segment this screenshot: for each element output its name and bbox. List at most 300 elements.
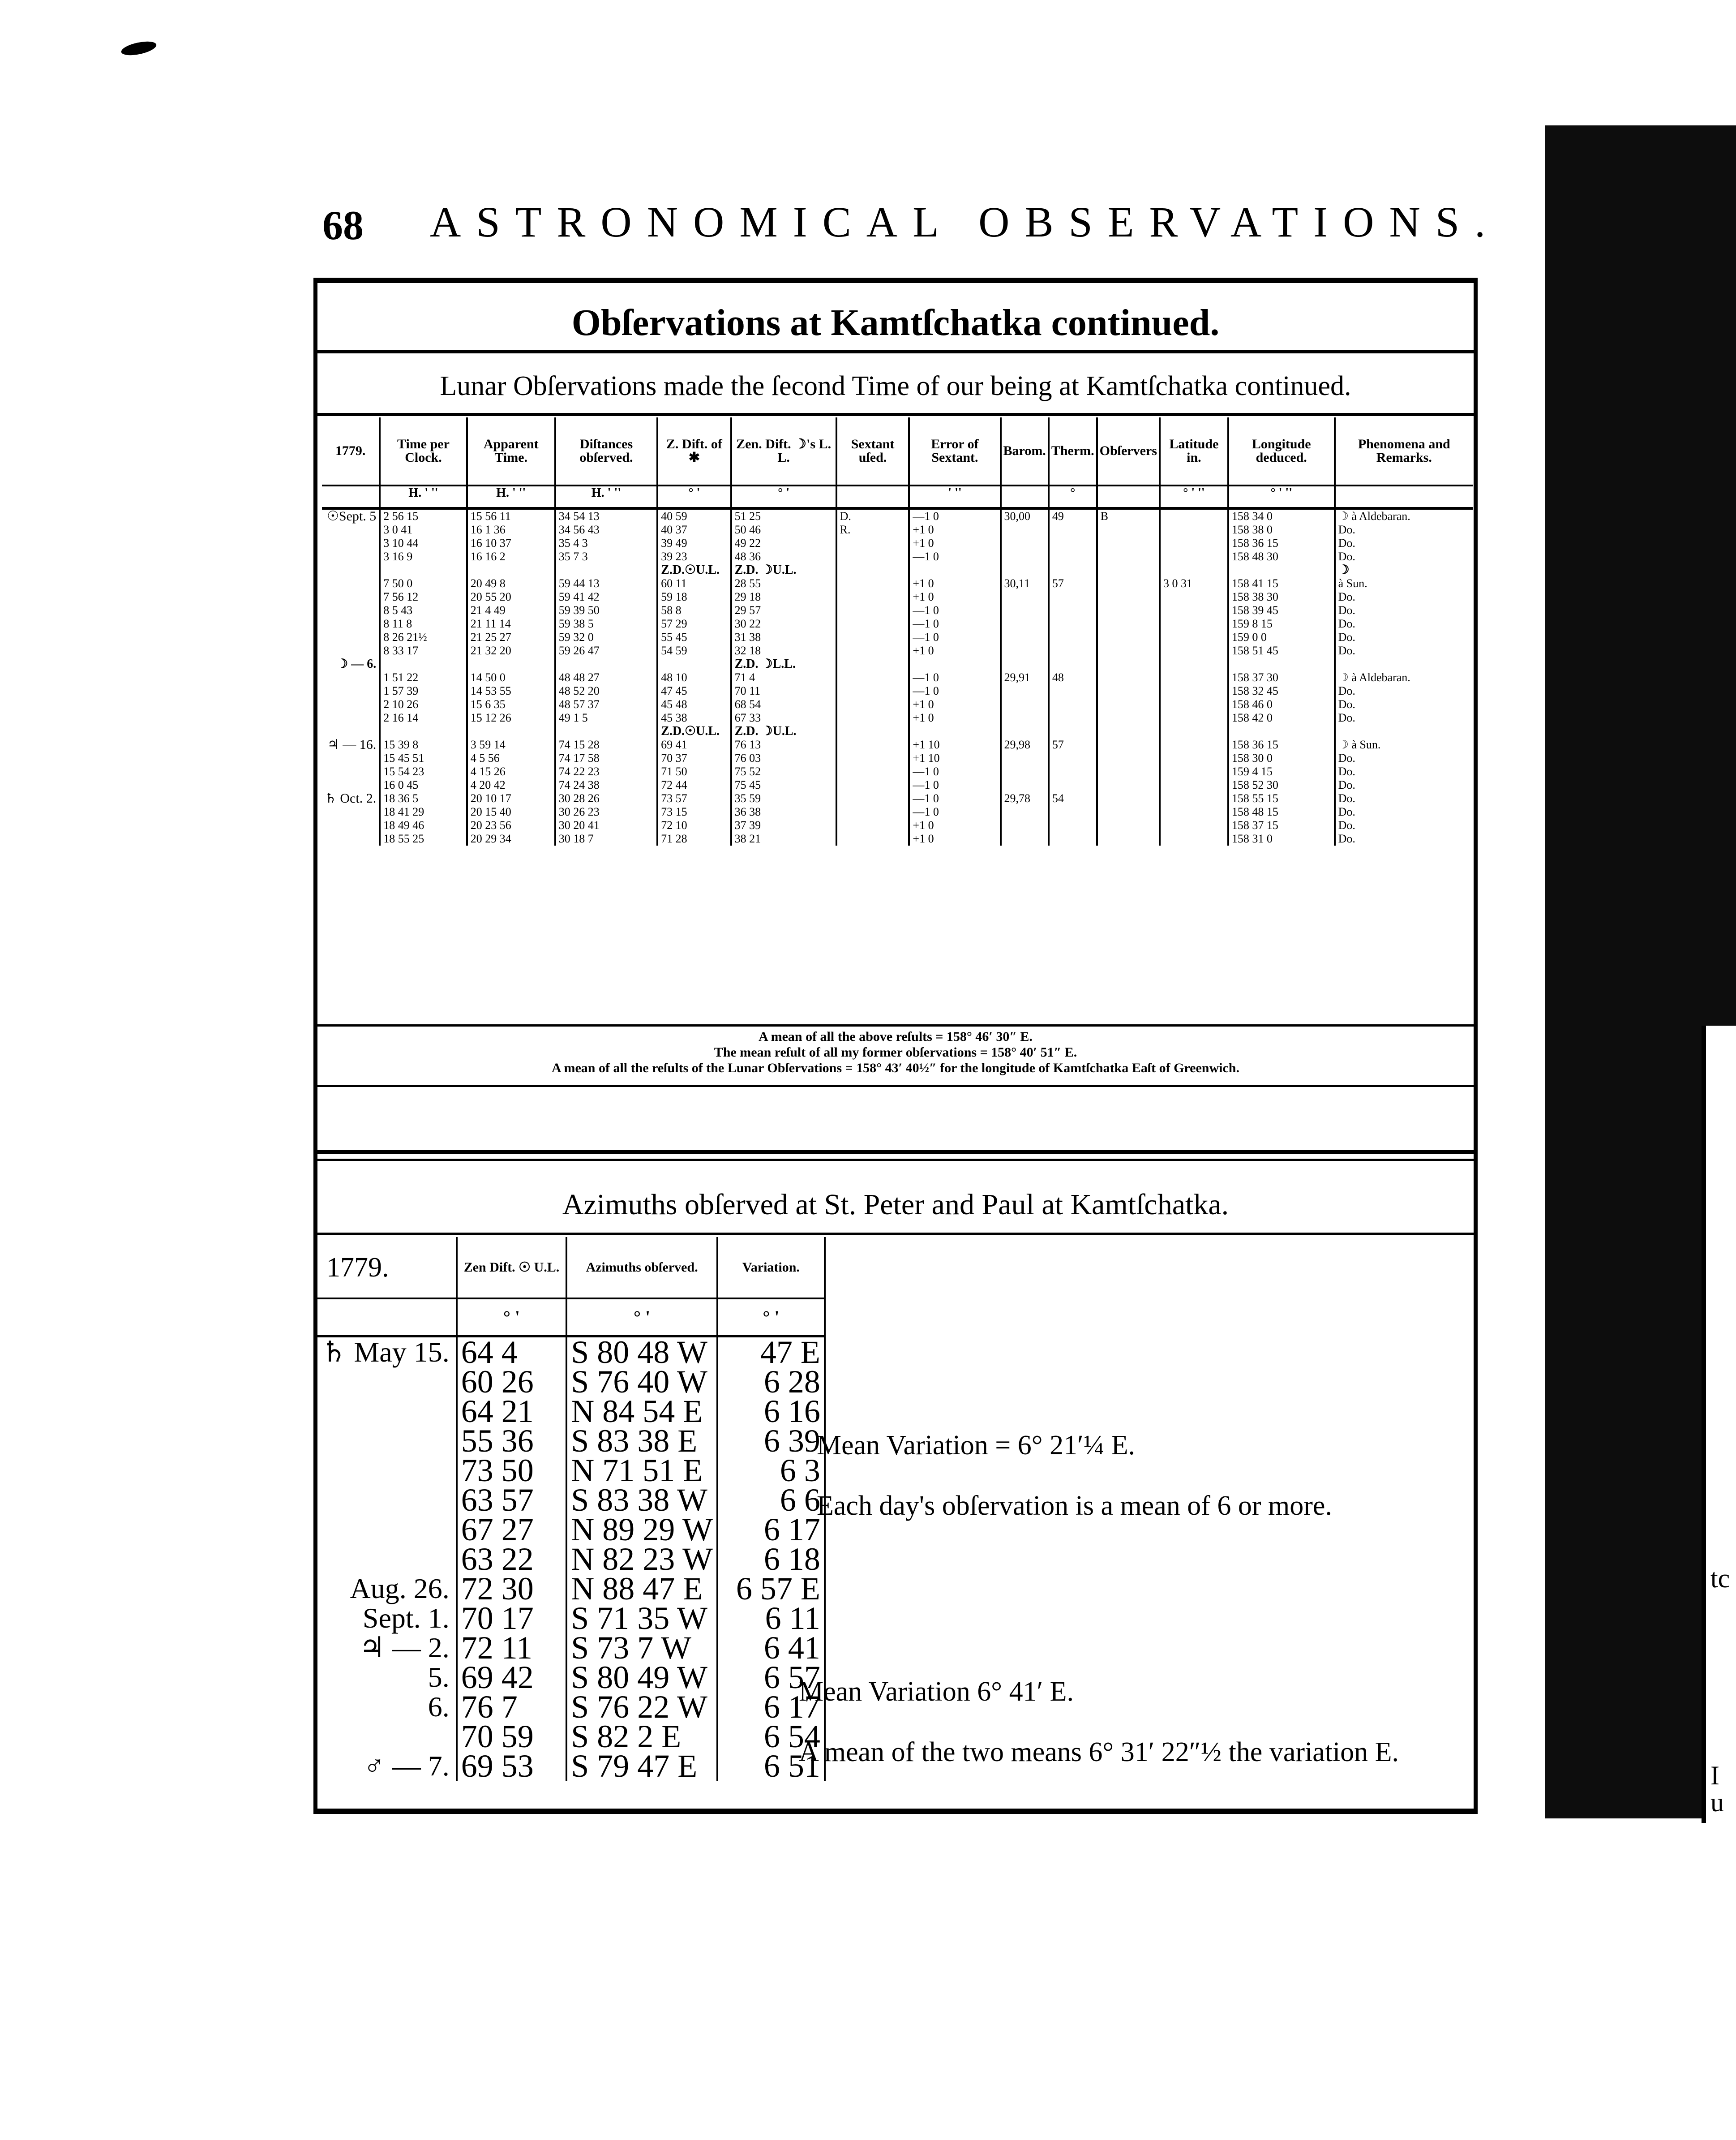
- azimuth-column-header: Zen Dift. ☉ U.L.: [457, 1237, 567, 1298]
- table-cell: 3 59 14: [467, 738, 555, 752]
- rule: [317, 1085, 1474, 1087]
- table-cell: —1 0: [909, 508, 1000, 523]
- table-cell: 54 59: [657, 644, 731, 657]
- table-cell: —1 0: [909, 604, 1000, 617]
- table-cell: 2 56 15: [380, 508, 467, 523]
- table-cell: 48 36: [731, 550, 836, 563]
- table-cell: [322, 725, 380, 738]
- table-cell: 74 17 58: [555, 752, 657, 765]
- table-cell: [1097, 819, 1160, 832]
- table-cell: —1 0: [909, 671, 1000, 684]
- table-cell: 69 42: [457, 1663, 567, 1692]
- table-cell: 67 27: [457, 1515, 567, 1544]
- table-cell: [467, 657, 555, 671]
- table-cell: [1097, 590, 1160, 604]
- rule: [317, 1233, 1474, 1235]
- table-row: [322, 550, 1473, 563]
- table-cell: [1001, 684, 1049, 698]
- azimuth-column-header: 1779.: [326, 1252, 389, 1283]
- table-cell: ☽ à Sun.: [1335, 738, 1473, 752]
- azimuth-title: Azimuths obſerved at St. Peter and Paul at Kamtſchatka.: [562, 1188, 1229, 1221]
- lunar-column-header: Zen. Dift. ☽'s L. L.: [731, 417, 836, 486]
- units-row: [317, 1298, 825, 1336]
- table-cell: [1001, 698, 1049, 711]
- unit-cell: °: [1049, 486, 1097, 508]
- table-cell: 21 11 14: [467, 617, 555, 631]
- table-cell: 16 0 45: [380, 778, 467, 792]
- lunar-column-header: Latitude in.: [1160, 417, 1228, 486]
- table-cell: [1001, 711, 1049, 725]
- table-cell: 58 8: [657, 604, 731, 617]
- table-cell: [1160, 832, 1228, 846]
- page-number: 68: [322, 202, 364, 248]
- table-cell: 47 45: [657, 684, 731, 698]
- table-cell: [1160, 752, 1228, 765]
- table-cell: [1001, 778, 1049, 792]
- table-cell: 6 6: [717, 1485, 825, 1515]
- table-cell: 6 16: [717, 1397, 825, 1426]
- table-cell: [1049, 590, 1097, 604]
- table-cell: +1 0: [909, 644, 1000, 657]
- fragment-text-c: u: [1710, 1788, 1724, 1817]
- table-row: [322, 778, 1473, 792]
- table-cell: 28 55: [731, 577, 836, 590]
- table-cell: [836, 563, 909, 577]
- table-cell: 59 41 42: [555, 590, 657, 604]
- table-cell: Z.D. ☽U.L.: [731, 725, 836, 738]
- table-cell: Do.: [1335, 604, 1473, 617]
- table-cell: +1 0: [909, 698, 1000, 711]
- table-cell: 59 44 13: [555, 577, 657, 590]
- table-cell: 29,98: [1001, 738, 1049, 752]
- table-cell: 70 59: [457, 1722, 567, 1751]
- table-cell: [322, 523, 380, 537]
- table-row: [322, 631, 1473, 644]
- table-cell: [1097, 778, 1160, 792]
- table-cell: 6 39: [717, 1426, 825, 1456]
- table-cell: 48 48 27: [555, 671, 657, 684]
- table-cell: [1160, 684, 1228, 698]
- table-cell: 158 41 15: [1228, 577, 1335, 590]
- table-cell: 158 46 0: [1228, 698, 1335, 711]
- table-cell: [317, 1456, 457, 1485]
- table-cell: [1049, 832, 1097, 846]
- table-cell: Do.: [1335, 792, 1473, 805]
- table-cell: 47 E: [717, 1336, 825, 1367]
- table-cell: —1 0: [909, 617, 1000, 631]
- table-cell: Sept. 1.: [362, 1602, 450, 1634]
- adjacent-page-fragment: [1702, 1026, 1736, 1823]
- table-row: [322, 508, 1473, 523]
- table-cell: 76 7: [457, 1692, 567, 1722]
- table-cell: 158 34 0: [1228, 508, 1335, 523]
- table-cell: Do.: [1335, 698, 1473, 711]
- table-cell: 158 55 15: [1228, 792, 1335, 805]
- table-cell: [380, 563, 467, 577]
- table-cell: 4 20 42: [467, 778, 555, 792]
- table-cell: [1160, 711, 1228, 725]
- table-cell: Do.: [1335, 523, 1473, 537]
- table-cell: 20 23 56: [467, 819, 555, 832]
- table-cell: 158 31 0: [1228, 832, 1335, 846]
- table-cell: 158 38 0: [1228, 523, 1335, 537]
- table-cell: 59 32 0: [555, 631, 657, 644]
- table-cell: [836, 698, 909, 711]
- table-cell: Aug. 26.: [350, 1573, 450, 1604]
- table-row: [322, 738, 1473, 752]
- table-cell: 45 48: [657, 698, 731, 711]
- unit-cell: ° ': [457, 1298, 567, 1336]
- table-cell: 7 50 0: [380, 577, 467, 590]
- table-cell: [909, 657, 1000, 671]
- table-cell: [322, 604, 380, 617]
- table-cell: [1001, 631, 1049, 644]
- table-row: [322, 590, 1473, 604]
- table-cell: 70 37: [657, 752, 731, 765]
- table-cell: [836, 711, 909, 725]
- table-cell: S 71 35 W: [566, 1603, 717, 1633]
- table-row: [322, 577, 1473, 590]
- table-cell: Do.: [1335, 631, 1473, 644]
- unit-cell: [322, 486, 380, 508]
- table-row: [322, 765, 1473, 778]
- table-row: [322, 644, 1473, 657]
- table-cell: 36 38: [731, 805, 836, 819]
- table-cell: [836, 631, 909, 644]
- table-cell: 55 45: [657, 631, 731, 644]
- table-cell: [836, 792, 909, 805]
- table-cell: 158 36 15: [1228, 738, 1335, 752]
- unit-cell: ° ' '': [1160, 486, 1228, 508]
- table-cell: 40 59: [657, 508, 731, 523]
- table-cell: 39 49: [657, 537, 731, 550]
- table-cell: [380, 725, 467, 738]
- table-cell: [1049, 537, 1097, 550]
- table-cell: 31 38: [731, 631, 836, 644]
- table-cell: 159 8 15: [1228, 617, 1335, 631]
- table-cell: [1097, 725, 1160, 738]
- table-cell: 74 15 28: [555, 738, 657, 752]
- table-cell: N 84 54 E: [566, 1397, 717, 1426]
- table-cell: [1049, 711, 1097, 725]
- table-cell: 20 29 34: [467, 832, 555, 846]
- table-row: [317, 1751, 825, 1781]
- table-cell: [836, 765, 909, 778]
- table-cell: [317, 1722, 457, 1751]
- table-cell: [1001, 523, 1049, 537]
- table-cell: ☽ à Aldebaran.: [1335, 671, 1473, 684]
- table-row: [322, 792, 1473, 805]
- table-cell: —1 0: [909, 778, 1000, 792]
- table-cell: 59 39 50: [555, 604, 657, 617]
- table-cell: 38 21: [731, 832, 836, 846]
- table-cell: Do.: [1335, 644, 1473, 657]
- table-cell: 20 49 8: [467, 577, 555, 590]
- rule: [317, 1024, 1474, 1027]
- table-row: [317, 1692, 825, 1722]
- table-cell: Z.D.☉U.L.: [657, 563, 731, 577]
- table-cell: [1097, 617, 1160, 631]
- table-cell: 74 24 38: [555, 778, 657, 792]
- table-cell: [322, 577, 380, 590]
- table-cell: [1097, 752, 1160, 765]
- table-cell: [836, 657, 909, 671]
- table-cell: 34 54 13: [555, 508, 657, 523]
- table-cell: [1097, 550, 1160, 563]
- table-cell: [555, 725, 657, 738]
- table-cell: [1001, 805, 1049, 819]
- table-cell: Do.: [1335, 617, 1473, 631]
- table-cell: [1097, 577, 1160, 590]
- table-cell: [1049, 563, 1097, 577]
- table-cell: 73 57: [657, 792, 731, 805]
- table-cell: [1001, 819, 1049, 832]
- table-row: [317, 1456, 825, 1485]
- table-cell: [836, 832, 909, 846]
- table-cell: [1160, 617, 1228, 631]
- table-cell: 20 55 20: [467, 590, 555, 604]
- table-cell: [1160, 631, 1228, 644]
- table-cell: [1001, 644, 1049, 657]
- table-row: [322, 604, 1473, 617]
- table-cell: 64 4: [457, 1336, 567, 1367]
- table-row: [322, 698, 1473, 711]
- table-cell: [1160, 644, 1228, 657]
- lunar-column-header: Longitude deduced.: [1228, 417, 1335, 486]
- rule: [317, 1159, 1474, 1161]
- table-cell: [1001, 657, 1049, 671]
- table-cell: ☽: [1335, 563, 1473, 577]
- table-cell: [836, 671, 909, 684]
- table-cell: 29,91: [1001, 671, 1049, 684]
- table-cell: ♂ — 7.: [363, 1750, 450, 1782]
- table-cell: [836, 644, 909, 657]
- unit-cell: [1335, 486, 1473, 508]
- table-cell: 55 36: [457, 1426, 567, 1456]
- table-cell: [836, 752, 909, 765]
- table-cell: 32 18: [731, 644, 836, 657]
- table-cell: [1160, 550, 1228, 563]
- table-cell: 70 11: [731, 684, 836, 698]
- table-row: [317, 1544, 825, 1574]
- table-cell: [1160, 590, 1228, 604]
- table-cell: [1049, 657, 1097, 671]
- table-cell: 14 50 0: [467, 671, 555, 684]
- table-cell: Do.: [1335, 550, 1473, 563]
- table-cell: [1097, 563, 1160, 577]
- table-cell: [322, 537, 380, 550]
- table-cell: 45 38: [657, 711, 731, 725]
- table-cell: [836, 725, 909, 738]
- table-cell: [836, 550, 909, 563]
- table-cell: [322, 631, 380, 644]
- mean-line-3: A mean of all the reſults of the Lunar Obſervations = 158° 43′ 40½″ for the longitude of Kamtſchatka Eaſt of Greenwich.: [551, 1061, 1239, 1075]
- table-cell: 4 15 26: [467, 765, 555, 778]
- table-cell: 48: [1049, 671, 1097, 684]
- unit-cell: [317, 1298, 457, 1336]
- table-cell: +1 0: [909, 537, 1000, 550]
- table-cell: ☽ — 6.: [337, 657, 377, 671]
- table-cell: 72 44: [657, 778, 731, 792]
- units-row: [322, 486, 1473, 508]
- table-cell: Do.: [1335, 590, 1473, 604]
- table-cell: 158 38 30: [1228, 590, 1335, 604]
- table-row: [322, 523, 1473, 537]
- table-cell: Do.: [1335, 778, 1473, 792]
- mean-line-1: A mean of all the above reſults = 158° 46′ 30″ E.: [759, 1029, 1033, 1044]
- table-cell: 6 28: [717, 1367, 825, 1397]
- mean-line-2: The mean reſult of all my former obſervations = 158° 40′ 51″ E.: [714, 1045, 1077, 1060]
- table-cell: 3 0 41: [380, 523, 467, 537]
- table-cell: [1160, 563, 1228, 577]
- azimuth-column-header: Azimuths obſerved.: [566, 1237, 717, 1298]
- table-cell: +1 10: [909, 738, 1000, 752]
- table-cell: 57: [1049, 738, 1097, 752]
- rule: [317, 350, 1474, 353]
- lunar-column-header: Apparent Time.: [467, 417, 555, 486]
- table-cell: Z.D.☉U.L.: [657, 725, 731, 738]
- table-cell: [317, 1426, 457, 1456]
- table-cell: [1001, 550, 1049, 563]
- table-cell: S 80 48 W: [566, 1336, 717, 1367]
- lunar-column-header: Sextant uſed.: [836, 417, 909, 486]
- table-cell: [1097, 523, 1160, 537]
- table-cell: D.: [836, 508, 909, 523]
- table-cell: ♃ — 16.: [327, 737, 377, 752]
- table-cell: [657, 657, 731, 671]
- table-cell: [322, 832, 380, 846]
- table-cell: Do.: [1335, 805, 1473, 819]
- table-cell: [1097, 792, 1160, 805]
- table-cell: 69 41: [657, 738, 731, 752]
- table-row: [322, 725, 1473, 738]
- table-cell: 6 17: [717, 1692, 825, 1722]
- table-cell: [1335, 725, 1473, 738]
- table-cell: [1160, 537, 1228, 550]
- lunar-title: Lunar Obſervations made the ſecond Time of our being at Kamtſchatka continued.: [440, 371, 1351, 401]
- observation-frame: [313, 278, 1478, 1814]
- table-cell: [836, 684, 909, 698]
- table-cell: 35 7 3: [555, 550, 657, 563]
- table-cell: 8 33 17: [380, 644, 467, 657]
- unit-cell: [836, 486, 909, 508]
- table-cell: [322, 805, 380, 819]
- table-cell: [322, 698, 380, 711]
- table-cell: 158 32 45: [1228, 684, 1335, 698]
- table-cell: [1097, 537, 1160, 550]
- table-cell: [1097, 684, 1160, 698]
- unit-cell: ° ' '': [1228, 486, 1335, 508]
- table-cell: 21 4 49: [467, 604, 555, 617]
- table-cell: 29,78: [1001, 792, 1049, 805]
- table-cell: 49: [1049, 508, 1097, 523]
- table-cell: 8 5 43: [380, 604, 467, 617]
- unit-cell: ° ': [566, 1298, 717, 1336]
- table-cell: [322, 671, 380, 684]
- table-cell: 158 30 0: [1228, 752, 1335, 765]
- table-cell: [1228, 657, 1335, 671]
- table-cell: [1160, 819, 1228, 832]
- unit-cell: ' '': [909, 486, 1000, 508]
- lunar-column-header: Z. Dift. of ✱: [657, 417, 731, 486]
- table-cell: 64 21: [457, 1397, 567, 1426]
- table-cell: 75 45: [731, 778, 836, 792]
- table-cell: 4 5 56: [467, 752, 555, 765]
- table-cell: [1001, 604, 1049, 617]
- table-cell: [1049, 752, 1097, 765]
- table-cell: +1 0: [909, 711, 1000, 725]
- table-cell: 15 45 51: [380, 752, 467, 765]
- table-cell: 30 22: [731, 617, 836, 631]
- lunar-column-header: Phenomena and Remarks.: [1335, 417, 1473, 486]
- table-cell: [1160, 765, 1228, 778]
- table-row: [317, 1663, 825, 1692]
- table-cell: 1 51 22: [380, 671, 467, 684]
- table-cell: [467, 725, 555, 738]
- table-cell: 57 29: [657, 617, 731, 631]
- table-cell: 63 57: [457, 1485, 567, 1515]
- table-cell: [317, 1367, 457, 1397]
- table-cell: [322, 590, 380, 604]
- table-cell: 75 52: [731, 765, 836, 778]
- table-cell: N 82 23 W: [566, 1544, 717, 1574]
- table-cell: 54: [1049, 792, 1097, 805]
- table-cell: [1097, 671, 1160, 684]
- table-cell: [1160, 671, 1228, 684]
- table-cell: 40 37: [657, 523, 731, 537]
- table-cell: +1 0: [909, 523, 1000, 537]
- table-cell: 3 16 9: [380, 550, 467, 563]
- table-cell: 6 18: [717, 1544, 825, 1574]
- table-cell: [1049, 604, 1097, 617]
- table-cell: [1049, 805, 1097, 819]
- table-cell: [322, 711, 380, 725]
- table-cell: S 80 49 W: [566, 1663, 717, 1692]
- table-cell: N 88 47 E: [566, 1574, 717, 1603]
- table-cell: 158 42 0: [1228, 711, 1335, 725]
- table-cell: [836, 590, 909, 604]
- table-cell: N 71 51 E: [566, 1456, 717, 1485]
- table-row: [317, 1367, 825, 1397]
- table-cell: [1160, 698, 1228, 711]
- table-row: [317, 1722, 825, 1751]
- table-cell: —1 0: [909, 792, 1000, 805]
- table-cell: 158 51 45: [1228, 644, 1335, 657]
- table-cell: —1 0: [909, 765, 1000, 778]
- table-cell: +1 0: [909, 832, 1000, 846]
- table-cell: 70 17: [457, 1603, 567, 1633]
- table-cell: [322, 765, 380, 778]
- table-cell: 30,11: [1001, 577, 1049, 590]
- table-cell: 50 46: [731, 523, 836, 537]
- table-cell: [1097, 738, 1160, 752]
- table-cell: 3 0 31: [1160, 577, 1228, 590]
- table-cell: S 73 7 W: [566, 1633, 717, 1663]
- table-cell: 16 1 36: [467, 523, 555, 537]
- table-row: [317, 1633, 825, 1663]
- table-cell: [322, 778, 380, 792]
- table-cell: [555, 657, 657, 671]
- table-cell: 15 56 11: [467, 508, 555, 523]
- table-cell: [322, 617, 380, 631]
- table-cell: Do.: [1335, 819, 1473, 832]
- table-cell: [1001, 725, 1049, 738]
- table-cell: [555, 563, 657, 577]
- table-cell: 71 50: [657, 765, 731, 778]
- table-cell: [1097, 604, 1160, 617]
- table-cell: 16 10 37: [467, 537, 555, 550]
- table-cell: [1001, 832, 1049, 846]
